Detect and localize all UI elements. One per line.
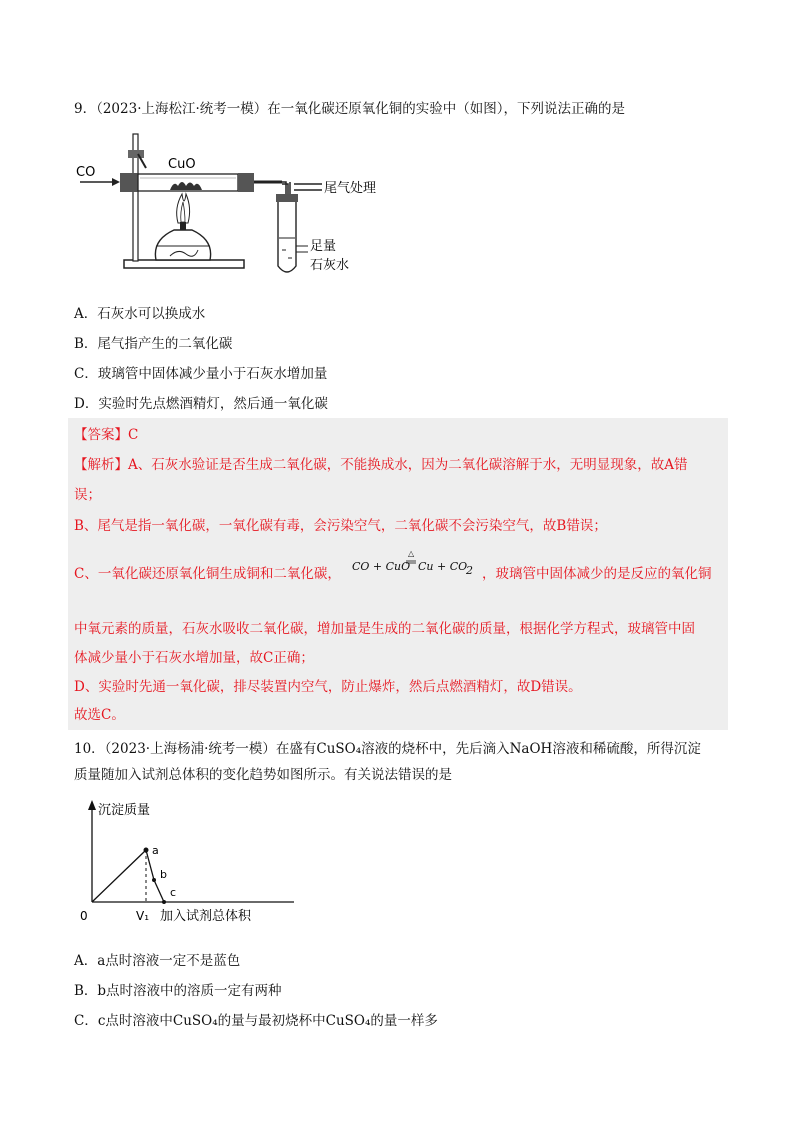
q9-analysis-line-4b: ，玻璃管中固体减少的是反应的氧化铜 <box>482 566 712 582</box>
q9-analysis-line-7: D、实验时先通一氧化碳，排尽装置内空气，防止爆炸，然后点燃酒精灯，故D错误。 <box>74 679 582 695</box>
q9-analysis-line-3: B、尾气是指一氧化碳，一氧化碳有毒，会污染空气，二氧化碳不会污染空气，故B错误； <box>74 518 607 534</box>
graph-v1: V₁ <box>136 909 150 923</box>
cuo-label: CuO <box>168 157 196 172</box>
co-reduction-apparatus-figure <box>74 128 394 278</box>
tail-gas-label: 尾气处理 <box>324 181 377 196</box>
q10-option-c: C．c点时溶液中CuSO₄的量与最初烧杯中CuSO₄的量一样多 <box>74 1013 438 1029</box>
q10-stem-line-2: 质量随加入试剂总体积的变化趋势如图所示。有关说法错误的是 <box>74 767 452 783</box>
q10-option-a: A．a点时溶液一定不是蓝色 <box>74 953 241 969</box>
q9-option-b: B．尾气指产生的二氧化碳 <box>74 336 233 352</box>
limewater-label: 石灰水 <box>310 258 350 273</box>
svg-text:Cu + CO: Cu + CO <box>418 560 468 573</box>
q10-stem-line-1: 10．（2023·上海杨浦·统考一模）在盛有CuSO₄溶液的烧杯中，先后滴入NaOH溶液和稀硫酸，所得沉淀 <box>74 741 701 757</box>
co-label: CO <box>76 165 96 180</box>
sufficient-label: 足量 <box>310 239 337 254</box>
q9-option-c: C．玻璃管中固体减少量小于石灰水增加量 <box>74 366 328 382</box>
q9-analysis-line-1: 【解析】A、石灰水验证是否生成二氧化碳，不能换成水，因为二氧化碳溶解于水，无明显现象，故A错 <box>74 457 688 473</box>
q9-analysis-line-2: 误； <box>74 487 101 503</box>
precipitate-mass-graph <box>74 798 314 928</box>
q9-analysis-line-4a: C、一氧化碳还原氧化铜生成铜和二氧化碳， <box>74 566 341 582</box>
svg-text:2: 2 <box>466 564 473 577</box>
q9-option-d: D．实验时先点燃酒精灯，然后通一氧化碳 <box>74 396 328 412</box>
reaction-equation <box>350 546 490 580</box>
q10-option-b: B．b点时溶液中的溶质一定有两种 <box>74 983 282 999</box>
point-c-label: c <box>170 886 177 899</box>
q9-analysis-line-6: 体减少量小于石灰水增加量，故C正确； <box>74 650 314 666</box>
graph-origin: 0 <box>80 909 88 923</box>
point-a-label: a <box>152 844 159 857</box>
q9-stem: 9．（2023·上海松江·统考一模）在一氧化碳还原氧化铜的实验中（如图），下列说法正确的是 <box>74 101 626 117</box>
svg-text:CO + CuO: CO + CuO <box>352 560 411 573</box>
graph-xlabel: 加入试剂总体积 <box>160 909 252 924</box>
q9-analysis-line-5: 中氧元素的质量，石灰水吸收二氧化碳，增加量是生成的二氧化碳的质量，根据化学方程式，玻璃管中固 <box>74 621 695 637</box>
q9-answer: 【答案】C <box>74 427 139 443</box>
graph-ylabel: 沉淀质量 <box>98 803 151 818</box>
q9-analysis-line-8: 故选C。 <box>74 707 125 723</box>
point-b-label: b <box>160 868 167 881</box>
svg-text:△: △ <box>408 549 415 558</box>
q9-option-a: A．石灰水可以换成水 <box>74 306 206 322</box>
